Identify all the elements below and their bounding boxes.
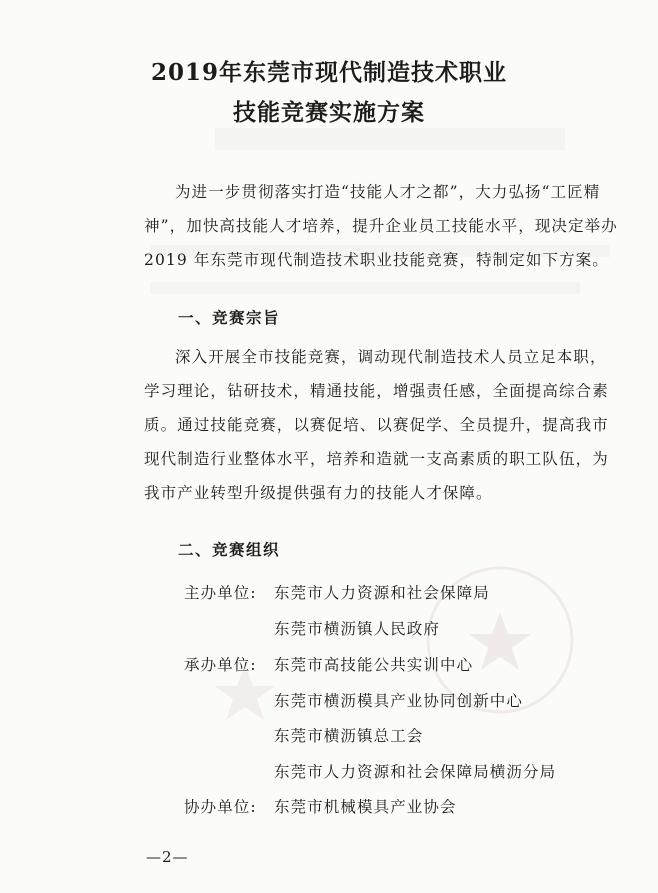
document-title-line-2: 技能竞赛实施方案 bbox=[233, 99, 425, 126]
document-title-line-1: 2019年东莞市现代制造技术职业 bbox=[150, 59, 507, 86]
host-unit-1: 东莞市人力资源和社会保障局 bbox=[274, 584, 490, 602]
section-heading-organization: 二、竞赛组织 bbox=[178, 540, 281, 559]
section-heading-purpose: 一、竞赛宗旨 bbox=[178, 308, 281, 327]
organizer-unit-2: 东莞市横沥模具产业协同创新中心 bbox=[274, 692, 524, 710]
host-unit-2: 东莞市横沥镇人民政府 bbox=[274, 620, 441, 638]
page-number: —2— bbox=[146, 848, 189, 866]
organizer-unit-3: 东莞市横沥镇总工会 bbox=[274, 727, 424, 745]
intro-paragraph: 为进一步贯彻落实打造“技能人才之都”，大力弘扬“工匠精神”，加快高技能人才培养，提升企业员工技能水平，现决定举办 2019 年东莞市现代制造技术职业技能竞赛，特制定如下方案。 bbox=[144, 183, 618, 269]
organizer-label: 承办单位: bbox=[184, 656, 257, 674]
host-label: 主办单位: bbox=[184, 584, 257, 602]
co-organizer-label: 协办单位: bbox=[184, 798, 257, 816]
co-organizer-unit-1: 东莞市机械模具产业协会 bbox=[274, 798, 457, 816]
purpose-paragraph: 深入开展全市技能竞赛，调动现代制造技术人员立足本职，学习理论，钻研技术，精通技能，增强责任感，全面提高综合素质。通过技能竞赛，以赛促培、以赛促学、全员提升，提高我市现代制造行业整体水平，培养和造就一支高素质的职工队伍，为我市产业转型升级提供强有力的技能人才保障。 bbox=[144, 348, 609, 502]
organizer-unit-1: 东莞市高技能公共实训中心 bbox=[274, 656, 474, 674]
organizer-unit-4: 东莞市人力资源和社会保障局横沥分局 bbox=[274, 763, 557, 781]
